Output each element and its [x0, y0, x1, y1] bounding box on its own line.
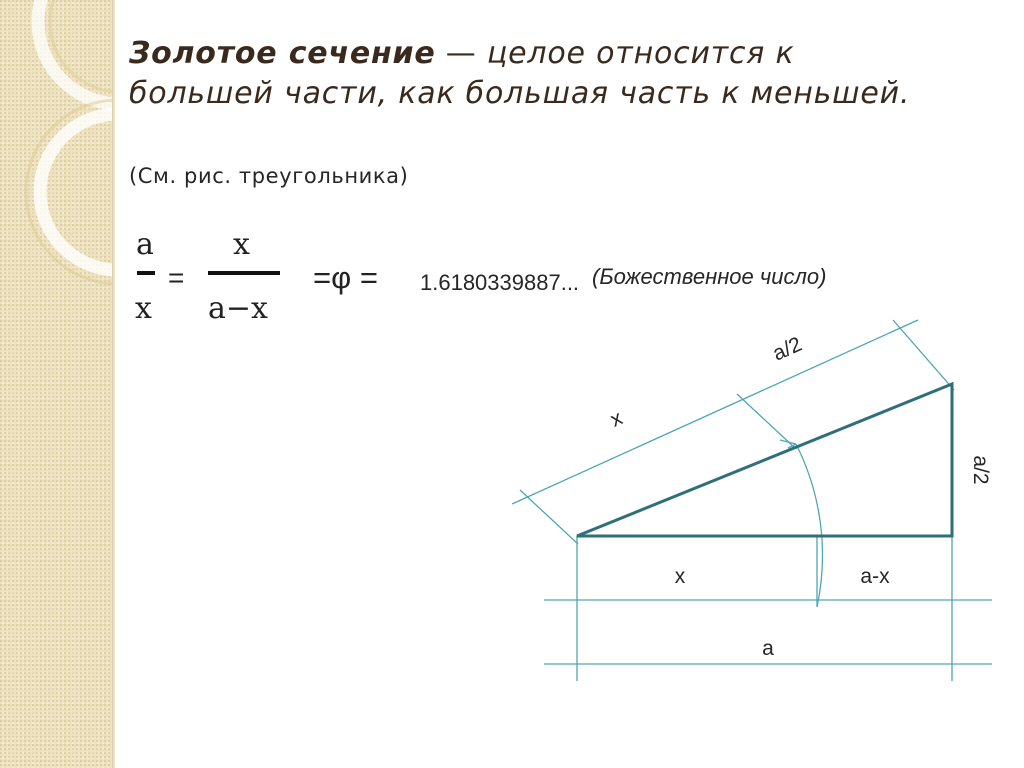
- formula-lhs-numerator: a: [136, 227, 154, 262]
- label-x-hypotenuse: x: [606, 406, 626, 432]
- label-a: a: [762, 637, 774, 660]
- triangle-shape: [577, 384, 952, 536]
- formula-rhs-denominator: a−x: [208, 291, 268, 326]
- label-a-half-top: a/2: [769, 332, 806, 366]
- label-a-minus-x: a-x: [860, 565, 890, 588]
- right-triangle: [577, 384, 952, 536]
- title-definition: целое относится к большей части, как большая часть к меньшей.: [129, 36, 911, 111]
- title-term: Золотое сечение: [129, 36, 436, 71]
- title-dash: —: [435, 36, 487, 71]
- left-extension-tick: [520, 490, 578, 544]
- formula-phi-value: 1.6180339887...: [420, 270, 580, 295]
- formula-lhs-denominator: x: [135, 291, 152, 326]
- figure-reference: (См. рис. треугольника): [129, 164, 409, 188]
- formula-rhs-numerator: x: [233, 227, 250, 262]
- construction-lines: [512, 320, 992, 681]
- formula-phi: =φ =: [313, 260, 378, 295]
- offset-dimension-line: [512, 320, 918, 504]
- formula-equals: =: [168, 262, 185, 293]
- mid-extension-tick: [737, 394, 795, 448]
- right-extension-tick: [893, 320, 954, 390]
- formula-divine-number: (Божественное число): [592, 264, 827, 289]
- label-x-base: x: [674, 565, 686, 588]
- label-a-half-right: a/2: [969, 455, 992, 485]
- construction-arc: [796, 444, 822, 607]
